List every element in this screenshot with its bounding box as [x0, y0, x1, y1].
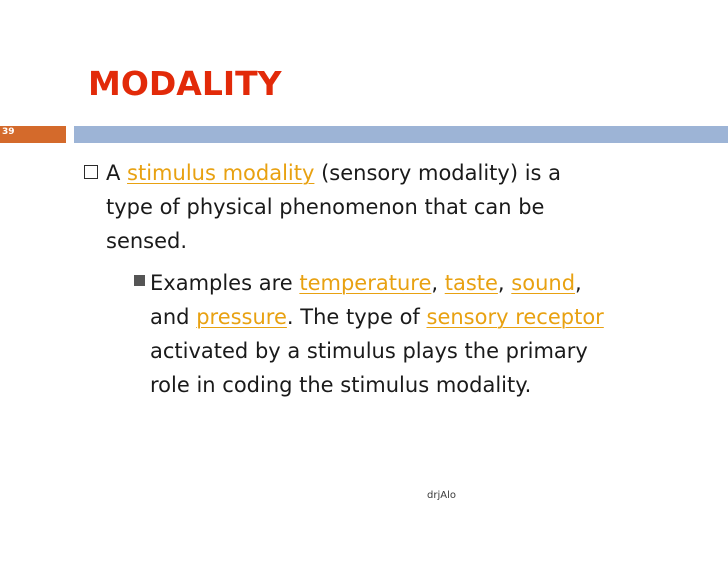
text: Examples are: [150, 271, 300, 295]
text: and: [150, 305, 197, 329]
footer-author: drjAlo: [427, 490, 456, 501]
link-pressure[interactable]: pressure: [196, 305, 287, 329]
slide-title: MODALITY: [88, 64, 282, 103]
text: activated by a stimulus plays the primary: [150, 339, 588, 363]
text: (sensory modality) is a: [314, 161, 562, 185]
slide-number: 39: [2, 127, 15, 137]
link-temperature[interactable]: temperature: [299, 271, 432, 295]
link-sound[interactable]: sound: [511, 271, 576, 295]
bullet-paragraph-2: [150, 266, 604, 402]
text: ,: [431, 271, 445, 295]
link-taste[interactable]: taste: [444, 271, 498, 295]
link-sensory-receptor[interactable]: sensory receptor: [426, 305, 604, 329]
text: role in coding the stimulus modality.: [150, 373, 532, 397]
text: ,: [575, 271, 582, 295]
text: type of physical phenomenon that can be: [106, 195, 545, 219]
link-stimulus-modality[interactable]: stimulus modality: [127, 161, 315, 185]
hollow-square-bullet-icon: [84, 165, 98, 179]
filled-square-bullet-icon: [134, 275, 145, 286]
text: ,: [497, 271, 512, 295]
text: . The type of: [286, 305, 427, 329]
header-bar: [74, 126, 728, 143]
text: sensed.: [106, 229, 188, 253]
slide-number-box: [0, 126, 66, 143]
bullet-paragraph-1: [106, 156, 561, 258]
text: A: [106, 161, 128, 185]
